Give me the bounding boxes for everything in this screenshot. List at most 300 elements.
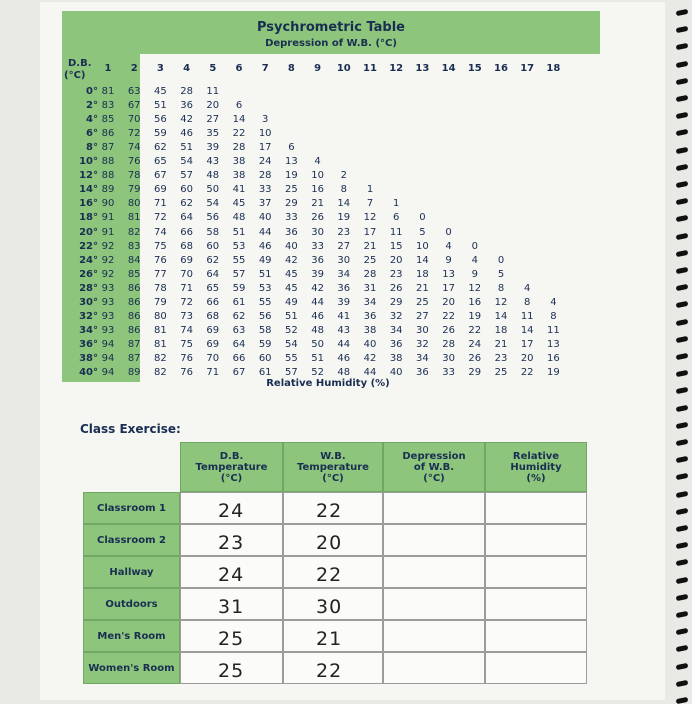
humidity-value: 74	[127, 142, 141, 154]
rh-cell[interactable]	[485, 652, 587, 684]
humidity-value: 38	[363, 324, 377, 336]
depression-header: 17	[520, 63, 535, 74]
humidity-value: 14	[520, 324, 534, 336]
humidity-value: 45	[232, 198, 246, 210]
humidity-value: 56	[258, 310, 272, 322]
humidity-value: 31	[363, 282, 377, 294]
db-row-label: 26°	[79, 268, 98, 280]
humidity-value: 64	[180, 212, 193, 224]
handwritten-db: 24	[218, 564, 245, 586]
binding-ring	[676, 9, 689, 16]
humidity-value: 92	[101, 268, 115, 280]
humidity-value: 51	[180, 142, 193, 154]
humidity-value: 14	[416, 254, 429, 266]
humidity-value: 36	[311, 254, 324, 266]
handwritten-db: 24	[218, 500, 245, 522]
humidity-value: 36	[285, 226, 298, 238]
humidity-value: 86	[127, 296, 141, 308]
humidity-value: 71	[206, 367, 220, 378]
humidity-value: 93	[101, 282, 115, 294]
humidity-value: 17	[442, 282, 455, 294]
humidity-value: 70	[127, 114, 141, 126]
humidity-value: 74	[154, 226, 167, 238]
humidity-value: 48	[232, 212, 246, 224]
humidity-value: 45	[154, 86, 167, 97]
humidity-value: 74	[180, 324, 193, 336]
humidity-value: 21	[363, 240, 377, 252]
humidity-value: 55	[285, 352, 298, 364]
humidity-value: 51	[311, 352, 324, 364]
humidity-value: 0	[419, 212, 426, 224]
humidity-value: 27	[206, 114, 220, 126]
humidity-value: 11	[520, 310, 534, 322]
depression-header: 8	[287, 63, 295, 74]
humidity-value: 27	[337, 240, 351, 252]
binding-ring	[676, 611, 689, 618]
db-row-label: 0°	[86, 86, 98, 97]
humidity-value: 22	[442, 310, 455, 322]
db-row-label: 4°	[86, 114, 98, 126]
binding-ring	[676, 594, 689, 601]
humidity-value: 57	[285, 367, 298, 378]
humidity-value: 90	[101, 198, 115, 210]
humidity-value: 91	[101, 226, 115, 238]
humidity-value: 54	[206, 198, 220, 210]
humidity-value: 63	[232, 324, 246, 336]
humidity-value: 36	[389, 338, 403, 350]
humidity-value: 29	[285, 198, 298, 210]
table-subtitle: Depression of W.B. (°C)	[265, 38, 397, 49]
humidity-value: 59	[154, 128, 167, 140]
humidity-value: 77	[154, 268, 167, 280]
binding-ring	[676, 129, 689, 136]
humidity-value: 48	[206, 170, 220, 182]
humidity-value: 22	[232, 128, 246, 140]
binding-ring	[676, 95, 689, 102]
humidity-value: 82	[154, 367, 167, 378]
humidity-value: 52	[311, 367, 324, 378]
humidity-value: 85	[127, 268, 141, 280]
humidity-value: 33	[311, 240, 324, 252]
humidity-value: 3	[262, 114, 269, 126]
handwritten-db: 25	[218, 628, 245, 650]
humidity-value: 88	[101, 156, 115, 168]
depression-header: 14	[441, 63, 456, 74]
binding-ring	[676, 628, 689, 635]
binding-ring	[676, 370, 689, 377]
depression-cell[interactable]	[383, 524, 485, 556]
humidity-value: 34	[363, 296, 377, 308]
humidity-value: 44	[311, 296, 324, 308]
humidity-value: 24	[258, 156, 272, 168]
humidity-value: 66	[206, 296, 220, 308]
binding-ring	[676, 542, 689, 549]
humidity-value: 44	[258, 226, 272, 238]
binding-ring	[676, 387, 689, 394]
humidity-value: 13	[547, 338, 560, 350]
humidity-value: 87	[101, 142, 115, 154]
humidity-value: 63	[127, 86, 141, 97]
humidity-value: 45	[285, 268, 298, 280]
humidity-value: 54	[180, 156, 193, 168]
humidity-value: 78	[127, 170, 141, 182]
humidity-value: 40	[363, 338, 377, 350]
humidity-value: 58	[206, 226, 220, 238]
binding-ring	[676, 318, 689, 325]
rh-cell[interactable]	[485, 588, 587, 620]
humidity-value: 6	[288, 142, 295, 154]
humidity-value: 86	[101, 128, 115, 140]
humidity-value: 10	[416, 240, 429, 252]
humidity-value: 2	[340, 170, 347, 182]
humidity-value: 26	[311, 212, 324, 224]
humidity-value: 53	[232, 240, 246, 252]
humidity-value: 8	[550, 310, 557, 322]
humidity-value: 51	[154, 100, 167, 112]
binding-ring	[676, 508, 689, 515]
table-header-band	[62, 11, 600, 54]
humidity-value: 38	[389, 352, 403, 364]
binding-ring	[676, 645, 689, 652]
humidity-value: 65	[206, 282, 220, 294]
db-row-label: 24°	[79, 254, 98, 266]
header-db-temperature: D.B. Temperature (°C)	[180, 442, 283, 492]
db-row-label: 18°	[79, 212, 98, 224]
humidity-value: 19	[337, 212, 351, 224]
humidity-value: 4	[445, 240, 452, 252]
humidity-value: 21	[416, 282, 429, 294]
depression-cell[interactable]	[383, 588, 485, 620]
humidity-value: 94	[101, 367, 115, 378]
humidity-value: 51	[232, 226, 246, 238]
handwritten-wb: 22	[316, 564, 343, 586]
binding-ring	[676, 525, 689, 532]
depression-header: 9	[314, 63, 322, 74]
humidity-value: 59	[258, 338, 272, 350]
humidity-value: 16	[311, 184, 324, 196]
humidity-value: 0	[471, 240, 478, 252]
depression-header: 13	[415, 63, 430, 74]
rh-cell[interactable]	[485, 524, 587, 556]
location-label: Classroom 2	[83, 524, 180, 556]
humidity-value: 59	[232, 282, 246, 294]
binding-ring	[676, 490, 689, 497]
humidity-value: 75	[180, 338, 193, 350]
humidity-value: 29	[389, 296, 403, 308]
db-row-label: 10°	[79, 156, 98, 168]
humidity-value: 72	[180, 296, 193, 308]
binding-ring	[676, 215, 689, 222]
humidity-value: 17	[258, 142, 272, 154]
binding-ring	[676, 439, 689, 446]
db-row-label: 12°	[79, 170, 98, 182]
binding-ring	[676, 559, 689, 566]
humidity-value: 20	[389, 254, 403, 266]
humidity-value: 42	[285, 254, 298, 266]
humidity-value: 68	[180, 240, 193, 252]
humidity-value: 69	[180, 254, 193, 266]
humidity-value: 68	[206, 310, 220, 322]
db-row-label: 32°	[79, 310, 98, 322]
humidity-value: 50	[206, 184, 220, 196]
humidity-value: 32	[389, 310, 403, 322]
humidity-value: 69	[206, 338, 220, 350]
humidity-value: 56	[154, 114, 167, 126]
humidity-value: 11	[206, 86, 220, 97]
rh-cell[interactable]	[485, 556, 587, 588]
humidity-value: 1	[366, 184, 374, 196]
humidity-value: 58	[258, 324, 272, 336]
rh-cell[interactable]	[485, 492, 587, 524]
binding-ring	[676, 404, 689, 411]
header-depression: Depression of W.B. (°C)	[383, 442, 485, 492]
binding-ring	[676, 473, 689, 480]
humidity-value: 14	[337, 198, 351, 210]
db-row-label: 22°	[79, 240, 98, 252]
depression-cell[interactable]	[383, 620, 485, 652]
db-header-line2: (°C)	[64, 70, 86, 81]
humidity-value: 84	[127, 254, 141, 266]
humidity-value: 22	[520, 367, 534, 378]
binding-ring	[676, 146, 689, 153]
humidity-value: 86	[127, 324, 141, 336]
humidity-value: 46	[311, 310, 324, 322]
humidity-value: 70	[180, 268, 193, 280]
humidity-value: 75	[154, 240, 167, 252]
depression-header: 4	[183, 63, 191, 74]
humidity-value: 73	[180, 310, 193, 322]
humidity-value: 34	[416, 352, 429, 364]
depression-header: 15	[467, 63, 482, 74]
rh-cell[interactable]	[485, 620, 587, 652]
humidity-value: 41	[337, 310, 351, 322]
humidity-value: 27	[416, 310, 429, 322]
humidity-value: 30	[442, 352, 455, 364]
db-row-label: 30°	[79, 296, 98, 308]
humidity-value: 71	[154, 198, 167, 210]
humidity-value: 22	[468, 324, 482, 336]
humidity-value: 8	[497, 282, 505, 294]
humidity-value: 55	[232, 254, 246, 266]
handwritten-wb: 22	[316, 500, 343, 522]
humidity-value: 69	[206, 324, 220, 336]
humidity-value: 92	[101, 254, 115, 266]
humidity-value: 36	[337, 282, 351, 294]
humidity-value: 92	[101, 240, 115, 252]
humidity-value: 1	[393, 198, 400, 210]
depression-cell[interactable]	[383, 652, 485, 684]
location-label: Outdoors	[83, 588, 180, 620]
humidity-value: 20	[206, 100, 220, 112]
humidity-value: 87	[127, 338, 141, 350]
humidity-value: 41	[232, 184, 246, 196]
humidity-value: 76	[154, 254, 167, 266]
humidity-value: 82	[154, 352, 167, 364]
humidity-value: 48	[337, 367, 351, 378]
humidity-value: 13	[285, 156, 298, 168]
humidity-value: 23	[494, 352, 508, 364]
humidity-value: 94	[101, 352, 115, 364]
db-row-label: 20°	[79, 226, 98, 238]
humidity-value: 17	[520, 338, 534, 350]
humidity-value: 9	[445, 254, 452, 266]
binding-ring	[676, 422, 689, 429]
humidity-value: 36	[363, 310, 377, 322]
handwritten-wb: 20	[316, 532, 343, 554]
humidity-value: 62	[206, 254, 220, 266]
humidity-value: 12	[468, 282, 482, 294]
handwritten-db: 25	[218, 660, 245, 682]
location-label: Women's Room	[83, 652, 180, 684]
humidity-value: 93	[101, 296, 115, 308]
header-relative-humidity: Relative Humidity (%)	[485, 442, 587, 492]
depression-cell[interactable]	[383, 492, 485, 524]
humidity-value: 82	[127, 226, 141, 238]
location-label: Men's Room	[83, 620, 180, 652]
humidity-value: 88	[101, 170, 115, 182]
handwritten-wb: 22	[316, 660, 343, 682]
humidity-value: 18	[494, 324, 508, 336]
humidity-value: 76	[180, 352, 193, 364]
humidity-value: 48	[311, 324, 324, 336]
db-header-line1: D.B.	[68, 58, 92, 69]
humidity-value: 42	[180, 114, 193, 126]
depression-header: 1	[104, 63, 112, 74]
humidity-value: 81	[127, 212, 141, 224]
binding-ring	[676, 662, 689, 669]
humidity-value: 33	[285, 212, 298, 224]
humidity-value: 69	[154, 184, 167, 196]
humidity-value: 62	[232, 310, 246, 322]
humidity-value: 5	[497, 268, 505, 280]
binding-ring	[676, 250, 689, 257]
humidity-value: 46	[180, 128, 193, 140]
humidity-value: 8	[524, 296, 531, 308]
humidity-value: 46	[258, 240, 272, 252]
humidity-value: 70	[206, 352, 220, 364]
humidity-value: 66	[232, 352, 246, 364]
db-row-label: 2°	[86, 100, 98, 112]
humidity-value: 20	[520, 352, 534, 364]
depression-header: 5	[209, 63, 217, 74]
humidity-value: 57	[180, 170, 193, 182]
humidity-value: 5	[419, 226, 426, 238]
humidity-value: 4	[471, 254, 478, 266]
binding-ring	[676, 697, 689, 704]
humidity-value: 54	[285, 338, 298, 350]
humidity-value: 67	[127, 100, 141, 112]
binding-ring	[676, 301, 689, 308]
humidity-value: 72	[154, 212, 167, 224]
humidity-value: 56	[206, 212, 220, 224]
humidity-value: 25	[494, 367, 508, 378]
humidity-value: 33	[258, 184, 272, 196]
binding-ring	[676, 26, 689, 33]
humidity-value: 36	[180, 100, 193, 112]
humidity-value: 6	[393, 212, 400, 224]
humidity-value: 26	[389, 282, 403, 294]
humidity-value: 13	[442, 268, 455, 280]
table-title: Psychrometric Table	[256, 20, 406, 35]
humidity-value: 40	[258, 212, 272, 224]
humidity-value: 19	[468, 310, 482, 322]
humidity-value: 9	[471, 268, 478, 280]
humidity-value: 30	[337, 254, 351, 266]
binding-ring	[676, 336, 689, 343]
humidity-value: 60	[206, 240, 220, 252]
humidity-value: 89	[127, 367, 141, 378]
humidity-value: 43	[337, 324, 351, 336]
humidity-value: 51	[258, 268, 272, 280]
humidity-value: 71	[180, 282, 193, 294]
humidity-value: 4	[524, 282, 531, 294]
location-label: Hallway	[83, 556, 180, 588]
humidity-value: 39	[311, 268, 324, 280]
humidity-value: 28	[180, 86, 193, 97]
humidity-value: 64	[232, 338, 246, 350]
humidity-value: 4	[550, 296, 557, 308]
humidity-value: 23	[337, 226, 351, 238]
humidity-value: 64	[206, 268, 220, 280]
depression-cell[interactable]	[383, 556, 485, 588]
humidity-value: 45	[285, 282, 298, 294]
binding-ring	[676, 680, 689, 687]
humidity-value: 66	[180, 226, 193, 238]
humidity-value: 67	[232, 367, 246, 378]
binding-ring	[676, 353, 689, 360]
humidity-value: 12	[494, 296, 508, 308]
humidity-value: 33	[442, 367, 455, 378]
humidity-value: 20	[442, 296, 455, 308]
humidity-value: 94	[101, 338, 115, 350]
db-row-label: 16°	[79, 198, 98, 210]
humidity-value: 40	[389, 367, 403, 378]
humidity-value: 93	[101, 324, 115, 336]
humidity-value: 19	[547, 367, 560, 378]
humidity-value: 28	[442, 338, 455, 350]
humidity-value: 35	[206, 128, 220, 140]
humidity-value: 14	[232, 114, 246, 126]
humidity-value: 65	[154, 156, 167, 168]
humidity-value: 28	[363, 268, 377, 280]
binding-ring	[676, 198, 689, 205]
humidity-value: 62	[180, 198, 193, 210]
humidity-value: 44	[363, 367, 377, 378]
depression-header: 11	[363, 63, 377, 74]
humidity-value: 81	[154, 338, 167, 350]
humidity-value: 26	[442, 324, 455, 336]
relative-humidity-label: Relative Humidity (%)	[266, 378, 390, 389]
humidity-value: 79	[127, 184, 141, 196]
humidity-value: 30	[416, 324, 429, 336]
humidity-value: 18	[416, 268, 429, 280]
db-row-label: 6°	[86, 128, 98, 140]
humidity-value: 6	[235, 100, 243, 112]
humidity-value: 72	[127, 128, 141, 140]
humidity-value: 86	[127, 310, 141, 322]
handwritten-db: 23	[218, 532, 245, 554]
humidity-value: 42	[311, 282, 324, 294]
humidity-value: 25	[285, 184, 298, 196]
humidity-value: 12	[363, 212, 377, 224]
humidity-value: 28	[258, 170, 272, 182]
humidity-value: 40	[285, 240, 298, 252]
depression-header: 16	[494, 63, 508, 74]
humidity-value: 34	[337, 268, 351, 280]
humidity-value: 53	[258, 282, 272, 294]
binding-ring	[676, 43, 689, 50]
humidity-value: 61	[232, 296, 246, 308]
